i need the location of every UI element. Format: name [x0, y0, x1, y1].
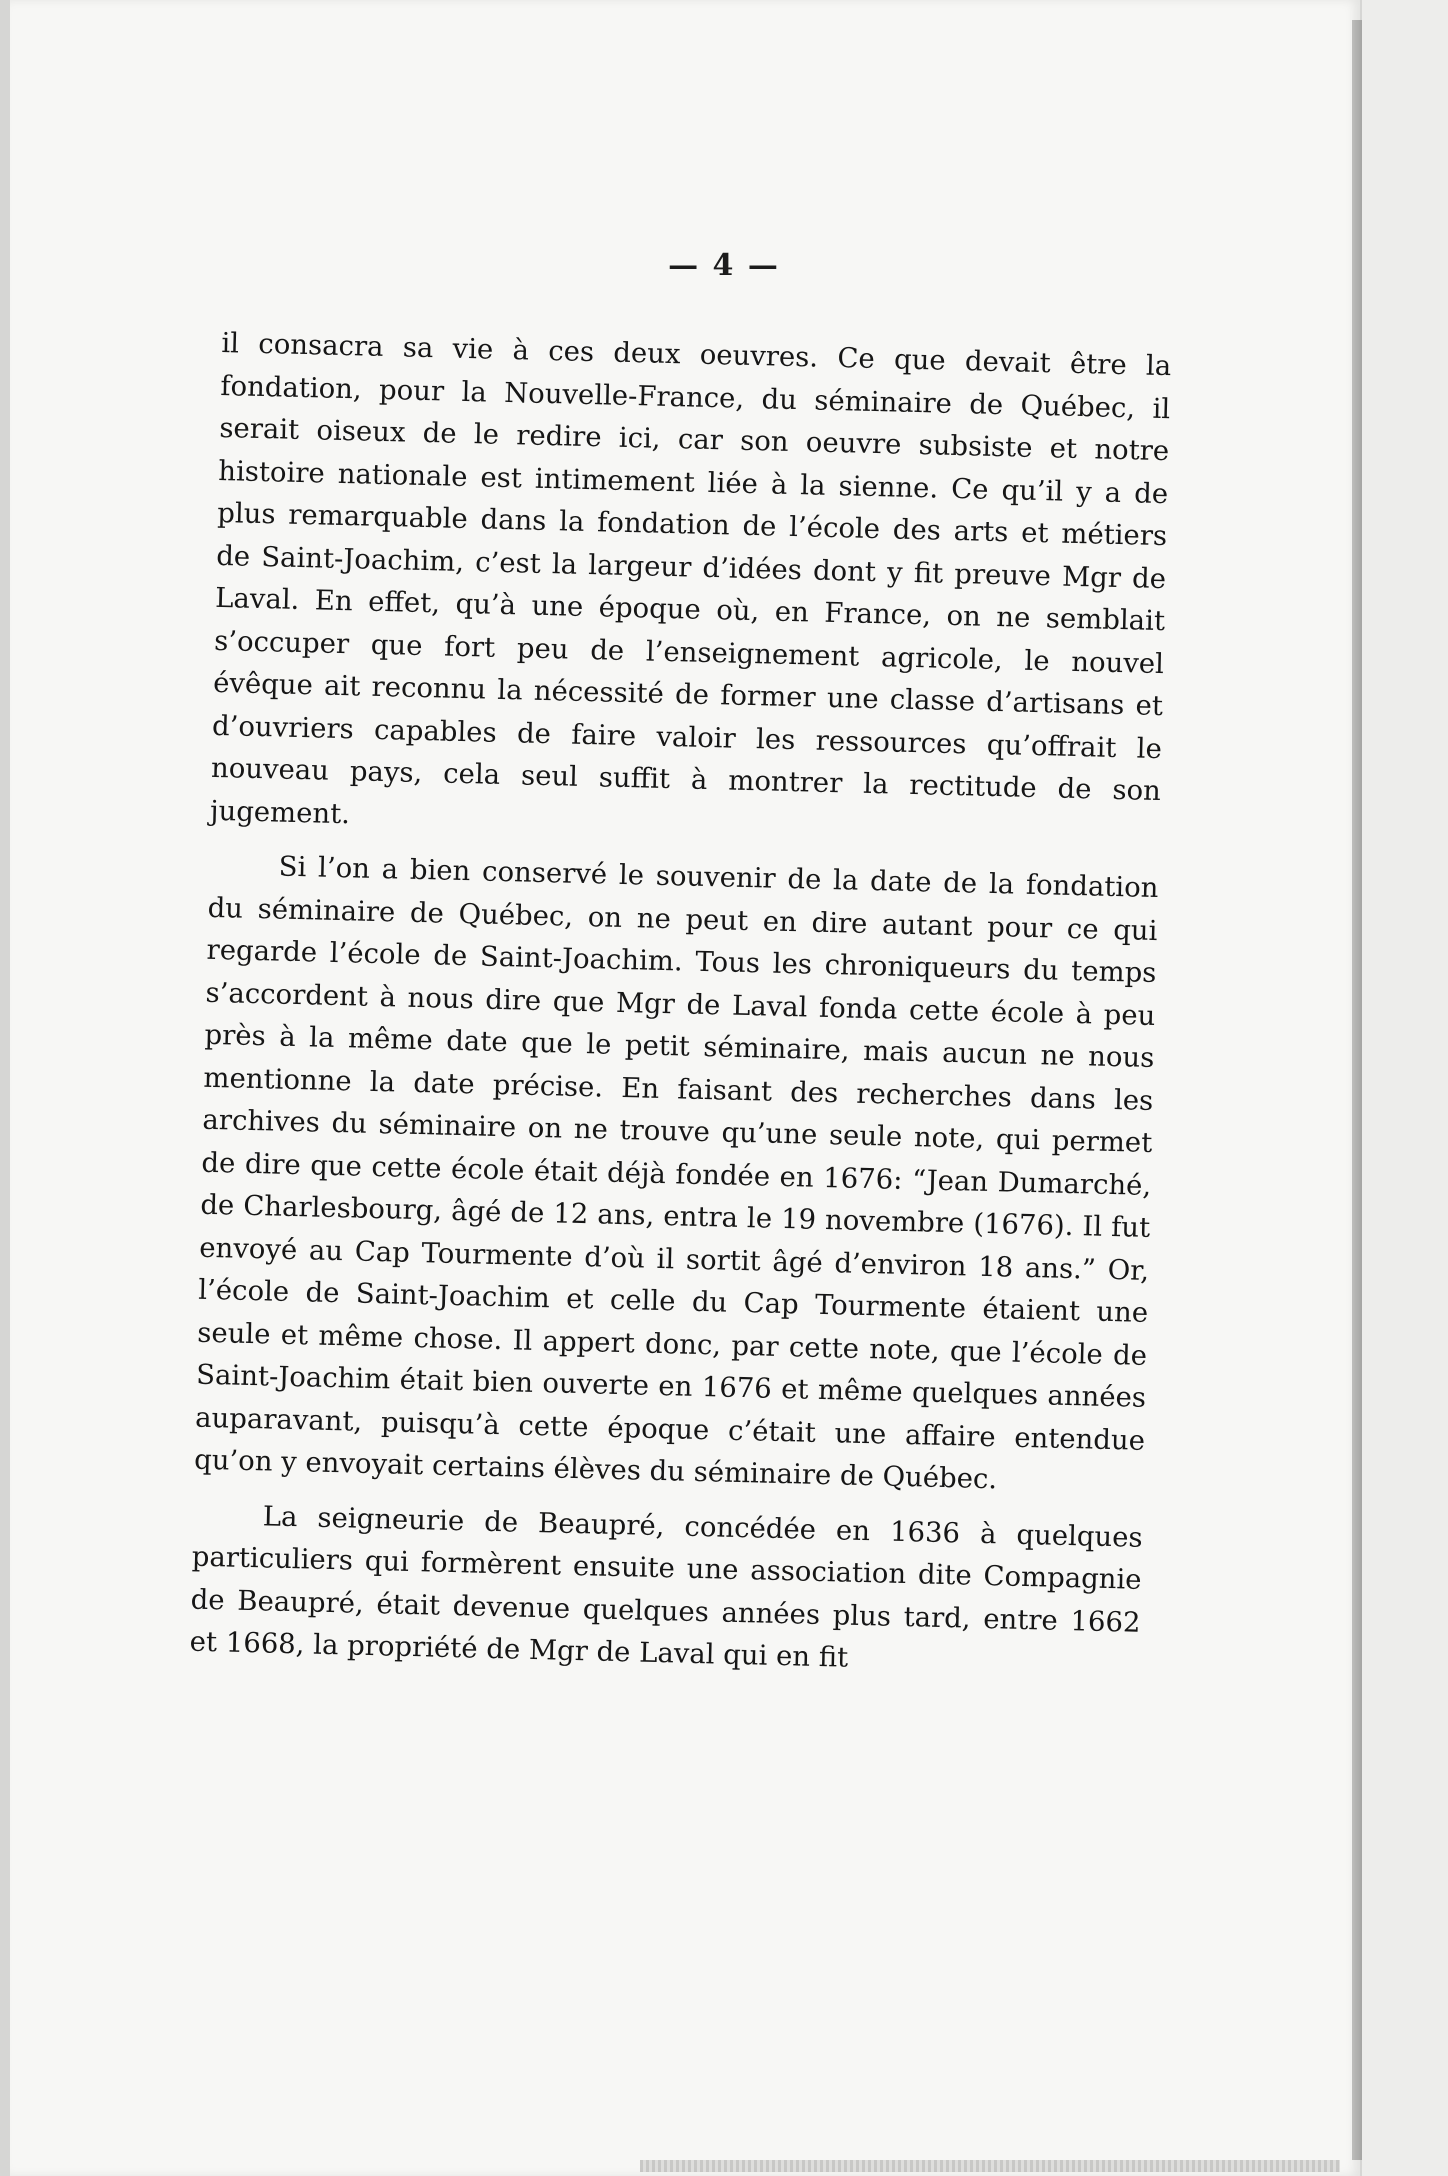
page-number: — 4 —: [668, 248, 780, 283]
paragraph-2: Si l’on a bien conservé le souvenir de la date de la fondation du séminaire de Québec, on ne peut en dire autant pour ce qui regarde l’école de Saint-Joachim. Tous les chroniqueurs du temps s’accordent à nous dire que Mgr de Laval fonda cette école à peu près à la même date que le petit séminaire, mais aucun ne nous mentionne la date précise. En faisant des recherches dans les archives du séminaire on ne trouve qu’une seule note, qui permet de dire que cette école était déjà fondée en 1676: “Jean Dumarché, de Charlesbourg, âgé de 12 ans, entra le 19 novembre (1676). Il fut envoyé au Cap Tourmente d’où il sortit âgé d’environ 18 ans.” Or, l’école de Saint-Joachim et celle du Cap Tourmente étaient une seule et même chose. Il appert donc, par cette note, que l’école de Saint-Joachim était bien ouverte en 1676 et même quelques années auparavant, puisqu’à cette époque c’était une affaire entendue qu’on y envoyait certains élèves du séminaire de Québec.: [193, 850, 1159, 1496]
page-edge-shadow: [1352, 20, 1362, 2160]
paragraph-1: il consacra sa vie à ces deux oeuvres. Ce que devait être la fondation, pour la Nouvelle-France, du séminaire de Québec, il serait oiseux de le redire ici, car son oeuvre subsiste et notre histoire nationale est intimement liée à la sienne. Ce qu’il y a de plus remarquable dans la fondation de l’école des arts et métiers de Saint-Joachim, c’est la largeur d’idées dont y fit preuve Mgr de Laval. En effet, qu’à une époque où, en France, on ne semblait s’occuper que fort peu de l’enseignement agricole, le nouvel évêque ait reconnu la nécessité de former une classe d’artisans et d’ouvriers capables de faire valoir les ressources qu’offrait le nouveau pays, cela seul suffit à montrer la rectitude de son jugement.: [209, 326, 1172, 830]
facing-page-margin: [1362, 0, 1448, 2176]
paragraph-3: La seigneurie de Beaupré, concédée en 1636 à quelques particuliers qui formèrent ensuite une association dite Compagnie de Beaupré, était devenue quelques années plus tard, entre 1662 et 1668, la propriété de Mgr de Laval qui en fit: [189, 1499, 1143, 1674]
body-text: [189, 322, 1172, 1698]
scan-bottom-edge: [640, 2160, 1340, 2172]
